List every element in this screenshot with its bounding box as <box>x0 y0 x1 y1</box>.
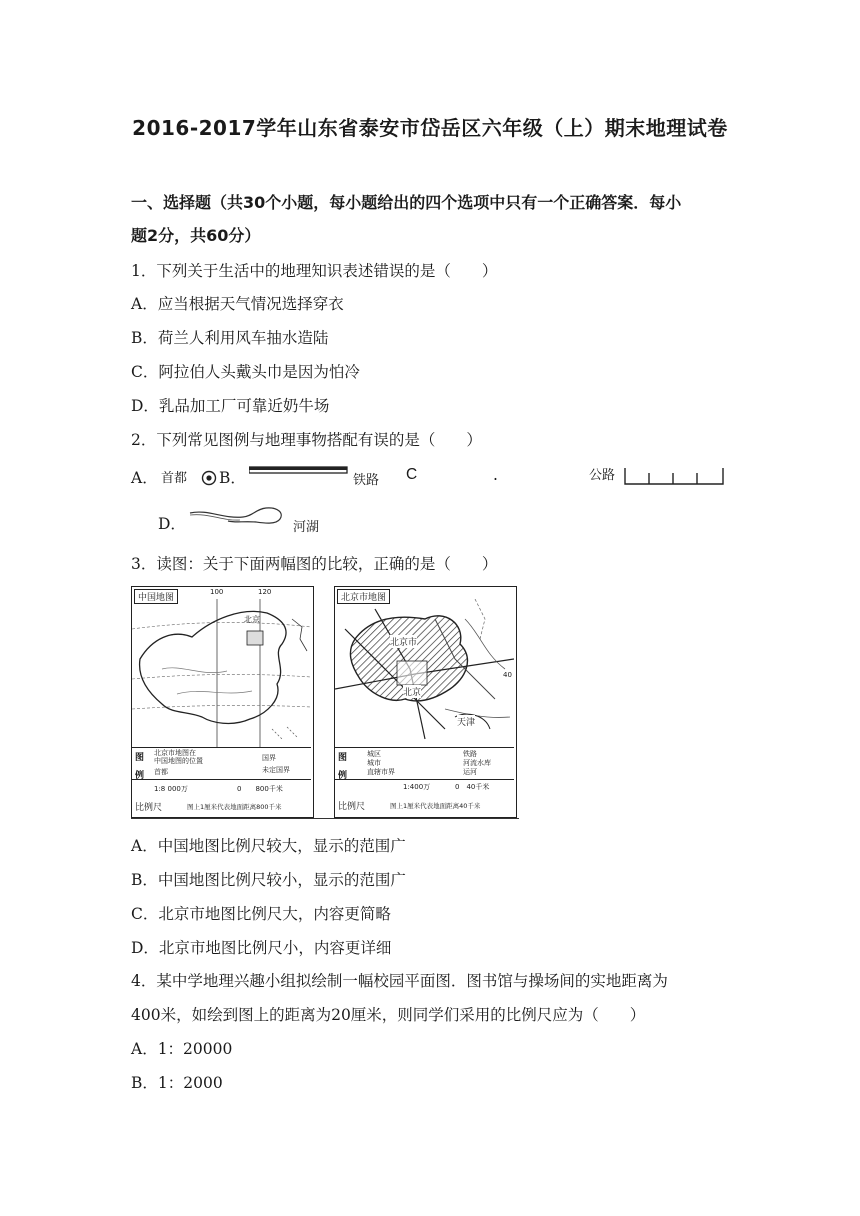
q2-option-a-label: A． <box>131 469 158 487</box>
china-legend-item-4: 未定国界 <box>262 766 290 774</box>
q4-option-b: B．1：2000 <box>131 1074 223 1092</box>
q3-option-a: A．中国地图比例尺较大，显示的范围广 <box>131 837 406 855</box>
beijing-map-figure <box>334 586 517 818</box>
q3-option-c: C．北京市地图比例尺大，内容更简略 <box>131 905 391 923</box>
q2-road-text: 公路 <box>589 468 616 483</box>
china-legend-head: 图 <box>135 753 145 763</box>
china-scale-ratio: 1:8 000万 <box>154 785 188 793</box>
q1-option-d: D．乳品加工厂可靠近奶牛场 <box>131 397 330 415</box>
question-3-stem: 3．读图：关于下面两幅图的比较，正确的是（ ） <box>131 555 498 573</box>
river-lake-symbol-icon <box>188 505 288 529</box>
q1-option-a: A．应当根据天气情况选择穿衣 <box>131 295 344 313</box>
question-4-stem-line1: 4．某中学地理兴趣小组拟绘制一幅校园平面图．图书馆与操场间的实地距离为 <box>131 972 668 990</box>
china-map-lon-120: 120 <box>258 588 272 596</box>
china-legend-head2: 例 <box>135 771 145 781</box>
china-scale-label: 比例尺 <box>135 803 163 813</box>
beijing-legend-item-5: 运河 <box>463 768 477 776</box>
q2-river-lake-text: 河湖 <box>293 520 320 535</box>
china-map-city-beijing: 北京 <box>244 615 260 624</box>
beijing-scale-label: 比例尺 <box>338 802 366 812</box>
question-4-stem-line2: 400米，如绘到图上的距离为20厘米，则同学们采用的比例尺应为（ ） <box>131 1006 646 1024</box>
capital-symbol-icon <box>201 470 217 486</box>
beijing-legend-item-1: 城市 <box>367 759 381 767</box>
tianjin-label: 天津 <box>457 715 475 728</box>
beijing-map-city-label: 北京市 <box>390 635 417 648</box>
q3-option-d: D．北京市地图比例尺小，内容更详细 <box>131 939 392 957</box>
section-heading-line2: 题2分，共60分） <box>131 226 261 245</box>
beijing-legend-head: 图 <box>338 753 348 763</box>
beijing-legend-item-4: 河流水库 <box>463 759 491 767</box>
beijing-map-title: 北京市地图 <box>337 589 390 604</box>
q2-railway-text: 铁路 <box>353 473 380 488</box>
road-symbol-icon <box>623 464 727 488</box>
beijing-map-drawing <box>335 599 514 747</box>
railway-symbol-icon <box>249 465 349 477</box>
beijing-map-lat-40: 40 <box>503 671 512 679</box>
beijing-legend-head2: 例 <box>338 771 348 781</box>
q2-options-row <box>131 462 731 492</box>
beijing-scale-bar: 0 40千米 <box>455 783 490 791</box>
q2-option-c-dot: . <box>493 466 498 484</box>
q2-option-c-label: C <box>406 466 418 483</box>
china-map-drawing <box>132 599 311 747</box>
q4-option-a: A．1：20000 <box>131 1040 233 1058</box>
china-scale-bar: 0 800千米 <box>237 785 283 793</box>
q1-option-c: C．阿拉伯人头戴头巾是因为怕冷 <box>131 363 360 381</box>
china-legend-item-3: 国界 <box>262 754 276 762</box>
beijing-legend-item-2: 直辖市界 <box>367 768 395 776</box>
beijing-map-city2-label: 北京 <box>403 685 421 698</box>
beijing-legend-item-0: 城区 <box>367 750 381 758</box>
china-map-title: 中国地图 <box>134 589 178 604</box>
question-1-stem: 1．下列关于生活中的地理知识表述错误的是（ ） <box>131 262 498 280</box>
beijing-scale-note: 图上1厘米代表地面距离40千米 <box>390 802 481 810</box>
beijing-scale-ratio: 1:400万 <box>403 783 431 791</box>
q2-capital-text: 首都 <box>161 471 188 486</box>
china-legend-item-1: 中国地图的位置 <box>154 757 203 765</box>
q1-option-b: B．荷兰人利用风车抽水造陆 <box>131 329 329 347</box>
china-legend-item-0: 北京市地图在 <box>154 749 196 757</box>
q2-option-b-label: B． <box>219 469 246 487</box>
figure-divider <box>131 818 519 819</box>
beijing-legend-item-3: 铁路 <box>463 750 477 758</box>
china-scale-note: 图上1厘米代表地面距离800千米 <box>187 803 282 811</box>
q2-option-d-label: D． <box>158 515 186 533</box>
china-legend-item-2: 首都 <box>154 768 168 776</box>
q3-option-b: B．中国地图比例尺较小，显示的范围广 <box>131 871 406 889</box>
section-heading-line1: 一、选择题（共30个小题，每小题给出的四个选项中只有一个正确答案．每小 <box>131 193 682 212</box>
china-map-figure <box>131 586 314 818</box>
page-title: 2016-2017学年山东省泰安市岱岳区六年级（上）期末地理试卷 <box>132 116 728 140</box>
china-map-lon-100: 100 <box>210 588 224 596</box>
question-2-stem: 2．下列常见图例与地理事物搭配有误的是（ ） <box>131 431 482 449</box>
